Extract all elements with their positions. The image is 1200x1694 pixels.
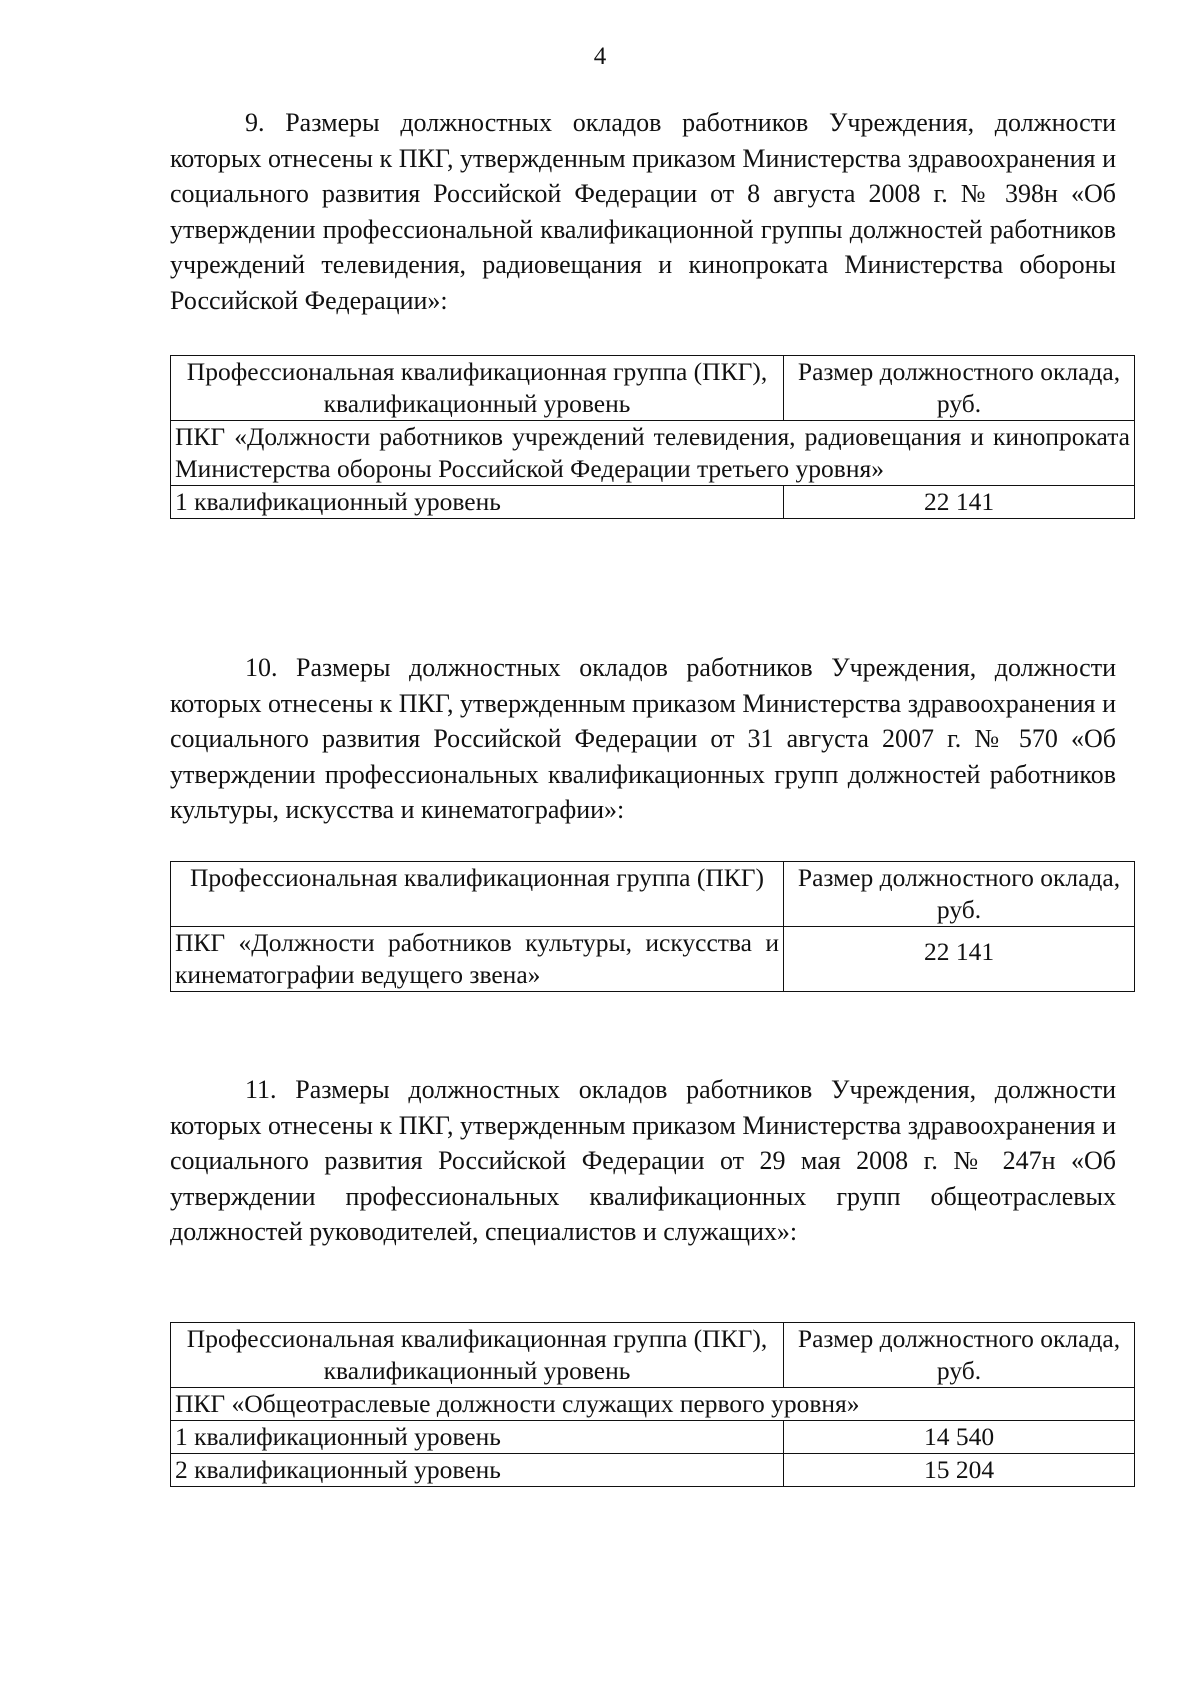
section-10-paragraph: 10. Размеры должностных окладов работников Учреждения, должности которых отнесены к ПКГ, утвержденным приказом Министерства здравоохранения и социального развития Российской Федерации от 31 августа 2007 г. № 570 «Об утверждении профессиональных квалификационных групп должностей работников культуры, искусства и кинематографии»:: [170, 653, 1116, 825]
table-group-row: [171, 1388, 1135, 1421]
section-10-table-wrap: [170, 861, 1121, 992]
salary-cell: 22 141: [784, 486, 1135, 519]
section-10: [170, 650, 1116, 828]
page-number: 4: [593, 43, 607, 70]
header-group-cell: Профессиональная квалификационная группа (ПКГ), квалификационный уровень: [171, 1323, 784, 1388]
header-salary-cell: Размер должностного оклада, руб.: [784, 356, 1135, 421]
table-row: [171, 1454, 1135, 1487]
level-cell: 2 квалификационный уровень: [171, 1454, 784, 1487]
table-row: [171, 927, 1135, 992]
section-9-paragraph: 9. Размеры должностных окладов работников Учреждения, должности которых отнесены к ПКГ, утвержденным приказом Министерства здравоохранения и социального развития Российской Федерации от 8 августа 2008 г. № 398н «Об утверждении профессиональной квалификационной группы должностей работников учреждений телевидения, радиовещания и кинопроката Министерства обороны Российской Федерации»:: [170, 108, 1116, 315]
table-row: [171, 1421, 1135, 1454]
level-cell: 1 квалификационный уровень: [171, 486, 784, 519]
header-group-cell: Профессиональная квалификационная группа (ПКГ): [171, 862, 784, 927]
salary-cell: 15 204: [784, 1454, 1135, 1487]
section-11-table: [170, 1322, 1135, 1487]
table-group-row: [171, 421, 1135, 486]
section-11-table-wrap: [170, 1322, 1121, 1487]
section-9: [170, 105, 1116, 319]
section-9-table-wrap: [170, 355, 1130, 519]
header-salary-cell: Размер должностного оклада, руб.: [784, 862, 1135, 927]
section-10-table: [170, 861, 1135, 992]
table-row: [171, 486, 1135, 519]
group-cell: ПКГ «Общеотраслевые должности служащих первого уровня»: [171, 1388, 1135, 1421]
level-cell: ПКГ «Должности работников культуры, искусства и кинематографии ведущего звена»: [171, 927, 784, 992]
table-header-row: [171, 862, 1135, 927]
section-11: [170, 1072, 1116, 1250]
section-9-table: [170, 355, 1135, 519]
level-cell: 1 квалификационный уровень: [171, 1421, 784, 1454]
salary-cell: 14 540: [784, 1421, 1135, 1454]
group-cell: ПКГ «Должности работников учреждений телевидения, радиовещания и кинопроката Министерства обороны Российской Федерации третьего уровня»: [171, 421, 1135, 486]
salary-cell: 22 141: [784, 927, 1135, 992]
header-group-cell: Профессиональная квалификационная группа (ПКГ), квалификационный уровень: [171, 356, 784, 421]
header-salary-cell: Размер должностного оклада, руб.: [784, 1323, 1135, 1388]
table-header-row: [171, 1323, 1135, 1388]
section-11-paragraph: 11. Размеры должностных окладов работников Учреждения, должности которых отнесены к ПКГ, утвержденным приказом Министерства здравоохранения и социального развития Российской Федерации от 29 мая 2008 г. № 247н «Об утверждении профессиональных квалификационных групп общеотраслевых должностей руководителей, специалистов и служащих»:: [170, 1075, 1116, 1247]
table-header-row: [171, 356, 1135, 421]
